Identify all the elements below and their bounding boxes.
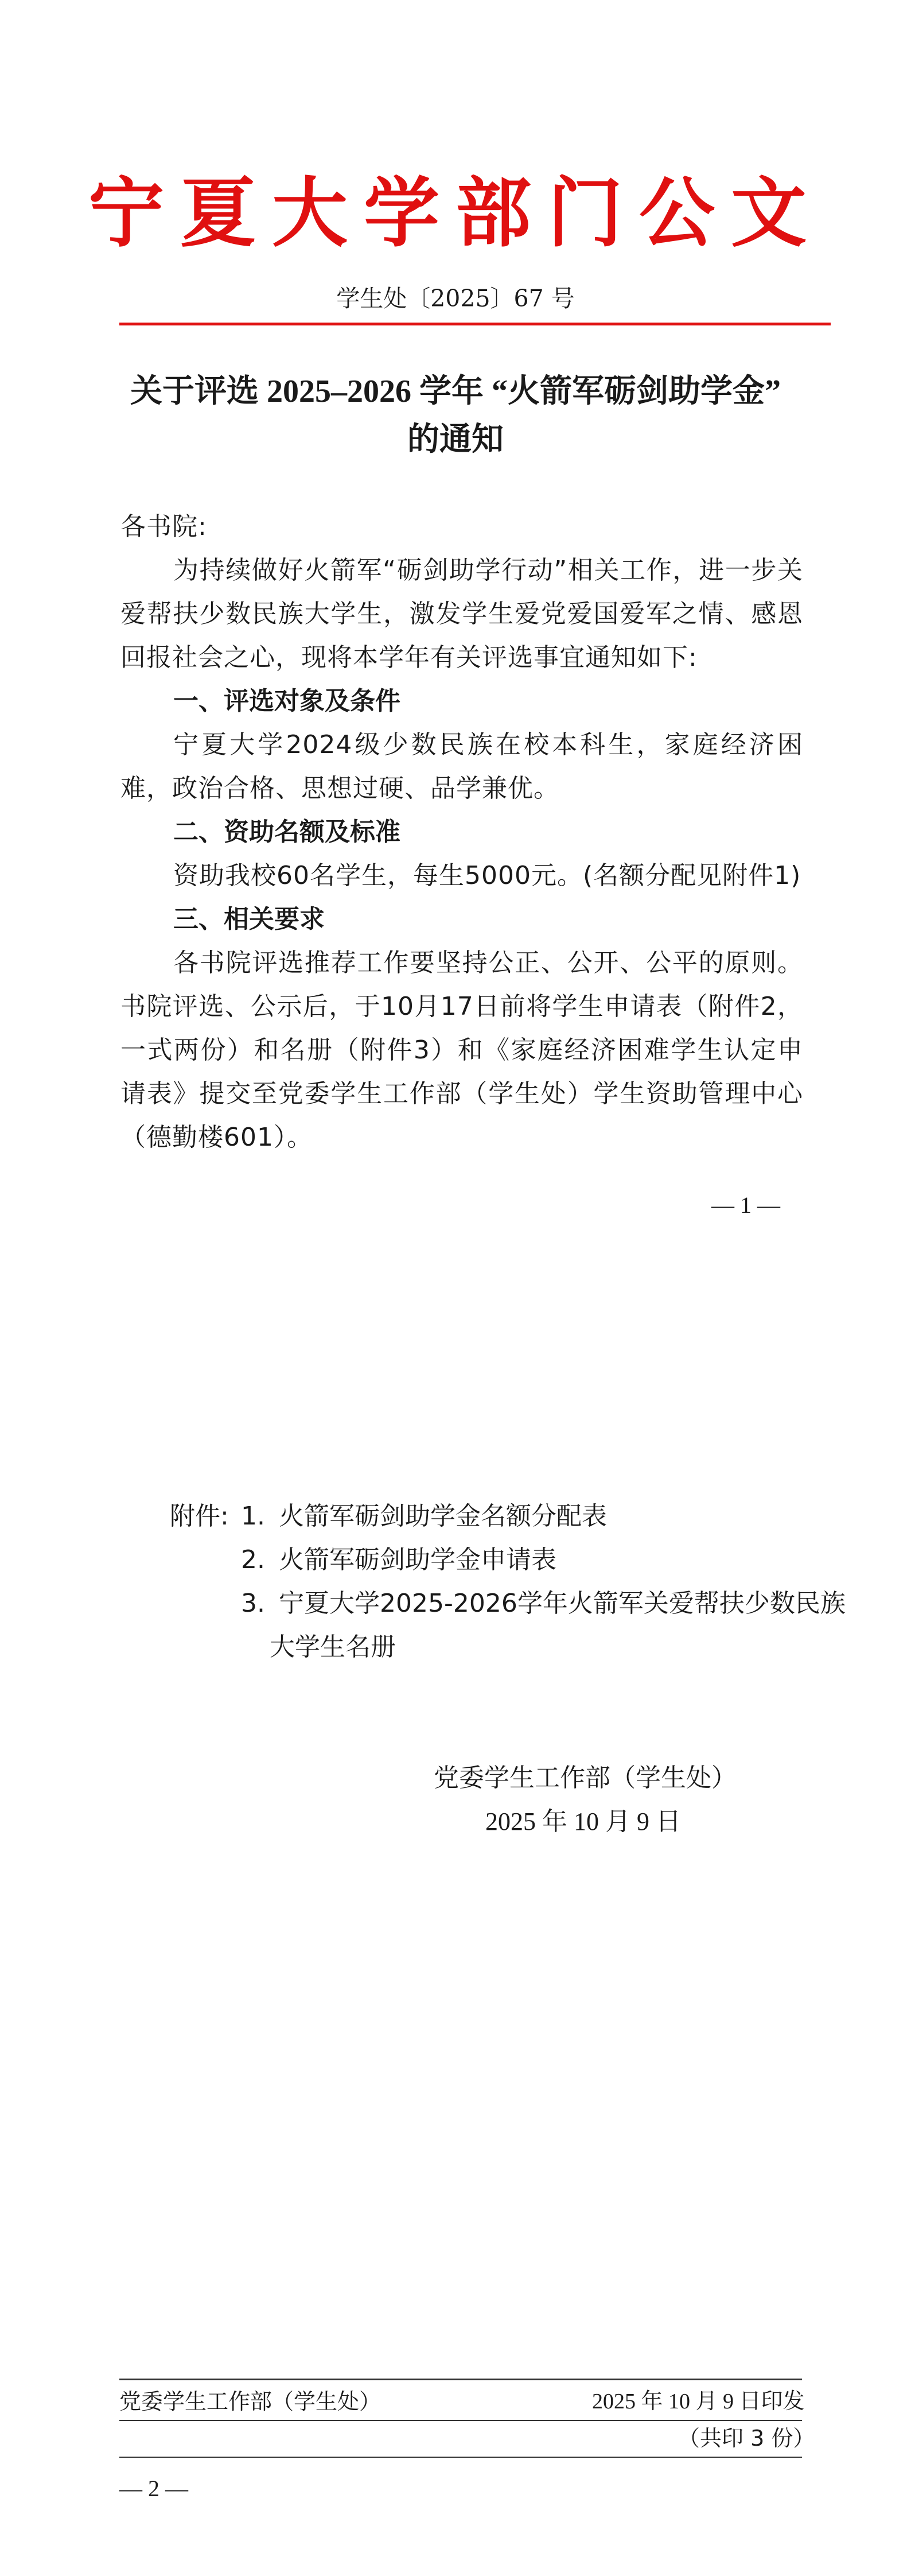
footer-copies: （共印 3 份） <box>678 2426 815 2451</box>
section2-paragraph: 资助我校60名学生，每生5000元。(名额分配见附件1) <box>173 861 801 890</box>
document-header-title: 宁夏大学部门公文 <box>88 169 823 258</box>
section2-heading: 二、资助名额及标准 <box>173 817 400 847</box>
section1-heading: 一、评选对象及条件 <box>173 686 400 716</box>
attachment-1-text: 火箭军砺剑助学金名额分配表 <box>279 1502 607 1531</box>
attachment-1-number: 1. <box>241 1502 265 1531</box>
section3-paragraph: 各书院评选推荐工作要坚持公正、公开、公平的原则。书院评选、公示后，于10月17日前将学生申请表（附件2，一式两份）和名册（附件3）和《家庭经济困难学生认定申请表》提交至党委学生工作部（学生处）学生资助管理中心（德勤楼601）。 <box>120 948 803 1152</box>
footer-issuer: 党委学生工作部（学生处） <box>119 2389 381 2414</box>
red-divider <box>119 323 831 325</box>
footer-bottom-rule <box>119 2457 802 2458</box>
page-number-2: — 2 — <box>119 2476 188 2501</box>
attachment-2-number: 2. <box>241 1545 265 1574</box>
attachments-label: 附件: <box>170 1502 229 1531</box>
attachment-2-text: 火箭军砺剑助学金申请表 <box>279 1545 556 1574</box>
footer-top-rule <box>119 2379 802 2380</box>
signature-department: 党委学生工作部（学生处） <box>434 1763 737 1793</box>
footer-middle-rule <box>119 2420 802 2421</box>
signature-date: 2025 年 10 月 9 日 <box>485 1807 681 1836</box>
attachment-3-text: 宁夏大学2025-2026学年火箭军关爱帮扶少数民族 <box>279 1589 846 1618</box>
intro-paragraph: 为持续做好火箭军“砺剑助学行动”相关工作，进一步关爱帮扶少数民族大学生，激发学生爱党爱国爱军之情、感恩回报社会之心，现将本学年有关评选事宜通知如下: <box>120 556 803 672</box>
notice-title-line1: 关于评选 2025–2026 学年 “火箭军砺剑助学金” <box>130 374 781 409</box>
footer-print-date: 2025 年 10 月 9 日印发 <box>592 2389 805 2414</box>
attachment-3-text-continued: 大学生名册 <box>270 1632 396 1662</box>
section3-heading: 三、相关要求 <box>173 905 325 934</box>
notice-title-line2: 的通知 <box>407 422 504 457</box>
document-number: 学生处〔2025〕67 号 <box>336 285 575 312</box>
salutation: 各书院: <box>120 512 207 541</box>
page-number-1: — 1 — <box>711 1192 780 1218</box>
section1-paragraph: 宁夏大学2024级少数民族在校本科生，家庭经济困难，政治合格、思想过硬、品学兼优。 <box>120 730 803 803</box>
attachment-3-number: 3. <box>241 1589 265 1618</box>
